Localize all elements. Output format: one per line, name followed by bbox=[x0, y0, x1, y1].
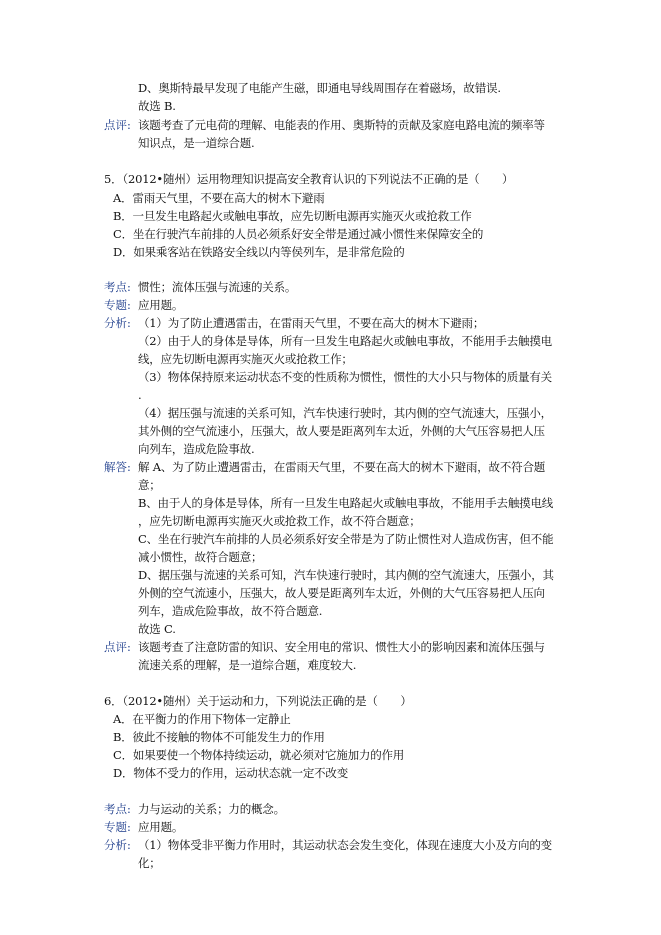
q6-kaodian-label: 考点: bbox=[104, 802, 131, 816]
q5-option-c: C．坐在行驶汽车前排的人员必须系好安全带是通过减小惯性来保障安全的 bbox=[113, 227, 484, 241]
prev-answer: 故选 B. bbox=[138, 99, 176, 113]
prev-comment-line-1: 该题考查了元电荷的理解、电能表的作用、奥斯特的贡献及家庭电路电流的频率等 bbox=[138, 118, 545, 132]
q5-fenxi-line: 向列车，造成危险事故. bbox=[138, 442, 255, 456]
q5-jieda-line: 解 A、为了防止遭遇雷击，在雷雨天气里，不要在高大的树木下避雨，故不符合题 bbox=[138, 460, 546, 474]
q5-fenxi-line: （3）物体保持原来运动状态不变的性质称为惯性，惯性的大小只与物体的质量有关 bbox=[138, 370, 552, 384]
q6-fenxi-line: （1）物体受非平衡力作用时，其运动状态会发生变化，体现在速度大小及方向的变 bbox=[138, 838, 552, 852]
q5-kaodian-label: 考点: bbox=[104, 280, 131, 294]
q5-fenxi-line: . bbox=[138, 388, 142, 402]
q5-fenxi-line: （1）为了防止遭遇雷击，在雷雨天气里，不要在高大的树木下避雨； bbox=[138, 316, 485, 330]
q5-option-b: B．一旦发生电路起火或触电事故，应先切断电源再实施灭火或抢救工作 bbox=[113, 209, 472, 223]
prev-option-d: D、奥斯特最早发现了电能产生磁，即通电导线周围存在着磁场，故错误. bbox=[138, 81, 501, 95]
q6-option-d: D．物体不受力的作用，运动状态就一定不改变 bbox=[113, 766, 349, 780]
q5-dianping-line: 流速关系的理解，是一道综合题，难度较大. bbox=[138, 658, 357, 672]
prev-comment-label: 点评: bbox=[104, 118, 131, 132]
prev-comment-line-2: 知识点，是一道综合题. bbox=[138, 136, 255, 150]
q5-fenxi-line: 线，应先切断电源再实施灭火或抢救工作； bbox=[138, 352, 353, 366]
q5-jieda-line: C、坐在行驶汽车前排的人员必须系好安全带是为了防止惯性对人造成伤害，但不能 bbox=[138, 532, 554, 546]
q5-fenxi-line: （2）由于人的身体是导体，所有一旦发生电路起火或触电事故，不能用手去触摸电 bbox=[138, 334, 552, 348]
q6-fenxi-label: 分析: bbox=[104, 838, 131, 852]
q5-stem: 5．（2012•随州）运用物理知识提高安全教育认识的下列说法不正确的是（ ） bbox=[104, 172, 514, 186]
q6-fenxi-line: 化； bbox=[138, 856, 161, 870]
q5-kaodian: 惯性；流体压强与流速的关系。 bbox=[138, 280, 297, 294]
q5-jieda-line: 列车，造成危险事故，故不符合题意. bbox=[138, 604, 323, 618]
q5-fenxi-label: 分析: bbox=[104, 316, 131, 330]
q5-option-a: A．雷雨天气里，不要在高大的树木下避雨 bbox=[113, 191, 325, 205]
q5-jieda-line: B、由于人的身体是导体，所有一旦发生电路起火或触电事故，不能用手去触摸电线 bbox=[138, 496, 554, 510]
q5-jieda-line: 外侧的空气流速小，压强大，故人要是距离列车太近，外侧的大气压容易把人压向 bbox=[138, 586, 545, 600]
q6-option-c: C．如果要使一个物体持续运动，就必须对它施加力的作用 bbox=[113, 748, 405, 762]
q6-option-a: A．在平衡力的作用下物体一定静止 bbox=[113, 712, 291, 726]
q5-zhuanti-label: 专题: bbox=[104, 298, 131, 312]
q5-dianping-line: 该题考查了注意防雷的知识、安全用电的常识、惯性大小的影响因素和流体压强与 bbox=[138, 640, 545, 654]
q5-dianping-label: 点评: bbox=[104, 640, 131, 654]
q5-jieda-line: 减小惯性，故符合题意； bbox=[138, 550, 263, 564]
q5-jieda-line: D、据压强与流速的关系可知，汽车快速行驶时，其内侧的空气流速大，压强小，其 bbox=[138, 568, 554, 582]
q6-option-b: B．彼此不接触的物体不可能发生力的作用 bbox=[113, 730, 325, 744]
q6-kaodian: 力与运动的关系；力的概念。 bbox=[138, 802, 285, 816]
q6-zhuanti: 应用题。 bbox=[138, 820, 184, 834]
q6-stem: 6．（2012•随州）关于运动和力，下列说法正确的是（ ） bbox=[104, 694, 412, 708]
q5-zhuanti: 应用题。 bbox=[138, 298, 184, 312]
q5-jieda-line: ，应先切断电源再实施灭火或抢救工作，故不符合题意； bbox=[138, 514, 421, 528]
q5-jieda-label: 解答: bbox=[104, 460, 131, 474]
q5-fenxi-line: 其外侧的空气流速小，压强大，故人要是距离列车太近，外侧的大气压容易把人压 bbox=[138, 424, 545, 438]
q5-fenxi-line: （4）据压强与流速的关系可知，汽车快速行驶时，其内侧的空气流速大，压强小， bbox=[138, 406, 552, 420]
q6-zhuanti-label: 专题: bbox=[104, 820, 131, 834]
q5-jieda-line: 故选 C. bbox=[138, 622, 176, 636]
q5-jieda-line: 意； bbox=[138, 478, 161, 492]
q5-option-d: D．如果乘客站在铁路安全线以内等侯列车，是非常危险的 bbox=[113, 245, 405, 259]
